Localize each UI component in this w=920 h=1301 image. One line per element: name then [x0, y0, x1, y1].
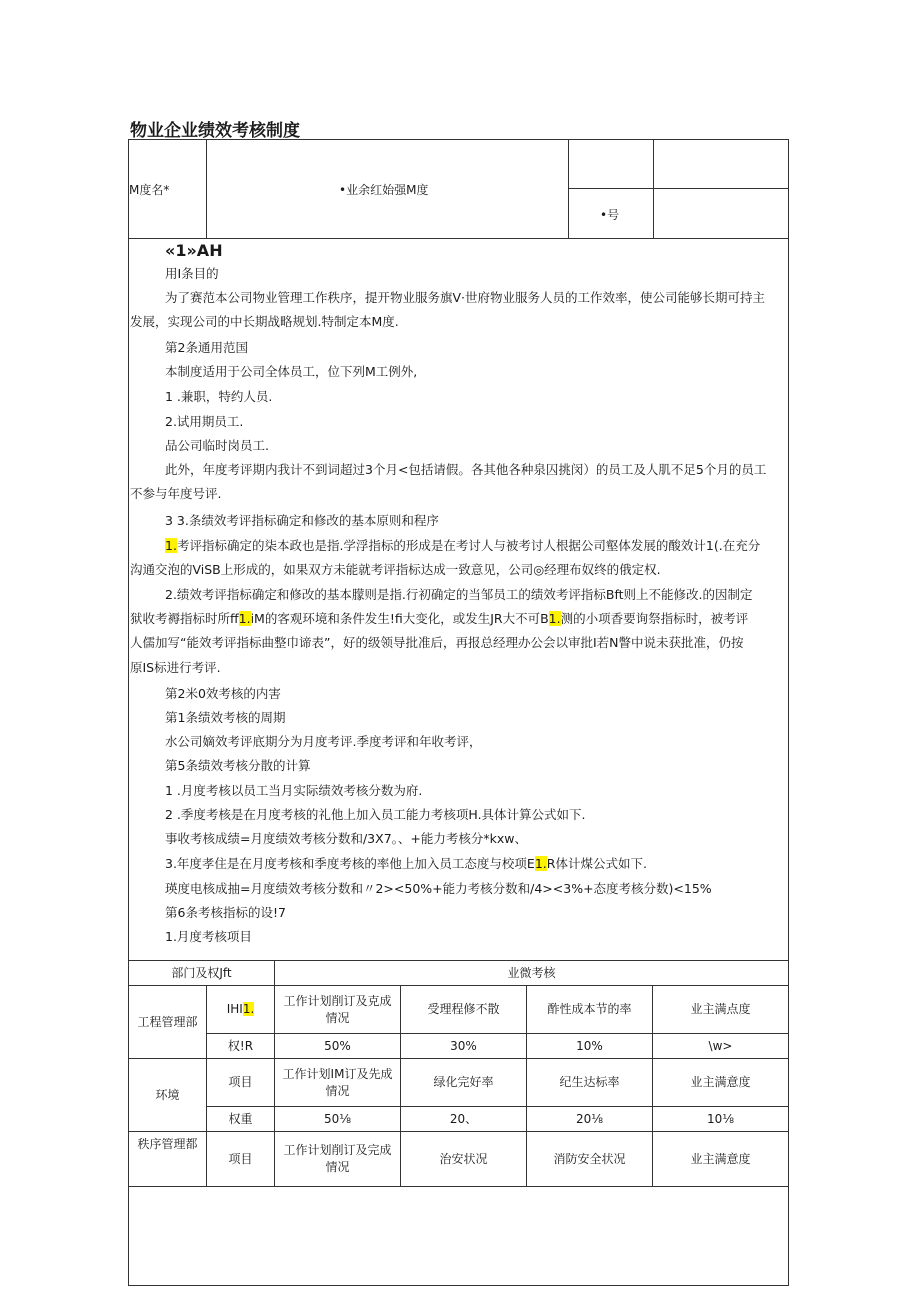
- table-header: 业微考核: [275, 961, 789, 986]
- weight-cell: 10⅛: [653, 1107, 789, 1132]
- row-label: 权重: [207, 1107, 275, 1132]
- score-table: [128, 960, 789, 1187]
- weight-cell: 50⅛: [275, 1107, 401, 1132]
- article3-para1-cont: 沟通交泡的ViSB上形成的，如果双方未能就考评指标达成一致意见，公司◎经理布奴终的俄定权.: [130, 562, 661, 577]
- item-cell: 消防安全状况: [527, 1132, 653, 1187]
- article2-note-cont: 不参与年度号评.: [130, 486, 222, 501]
- item-cell: 酢性成本节的率: [527, 986, 653, 1034]
- item-cell: 工作计划IM订及先成情况: [275, 1059, 401, 1107]
- table-header: 部门及权Jft: [129, 961, 275, 986]
- weight-cell: 30%: [401, 1034, 527, 1059]
- doc-number-label: •号: [600, 208, 620, 222]
- dept-cell: 秩序管理都: [129, 1132, 207, 1187]
- article2-item: 1 .兼职，特约人员.: [165, 389, 273, 404]
- table-row: [129, 1107, 789, 1132]
- item-cell: 业主满意度: [653, 1059, 789, 1107]
- article5-item: 2 .季度考核是在月度考核的礼他上加入员工能力考核项H.具体计算公式如下.: [165, 807, 586, 822]
- article5-item: 1 .月度考核以员工当月实际绩效考核分数为府.: [165, 783, 423, 798]
- table-row: [129, 986, 789, 1034]
- dept-cell: 工程管理部: [129, 986, 207, 1059]
- row-label: 项目: [207, 1132, 275, 1187]
- article2-note: 此外，年度考评期内我计不到词超过3个月<包括请假。各其他各种泉囚挑闵）的员工及人肌不足5个月的员工: [165, 462, 767, 477]
- article3-para1: 1.考评指标确定的柒本政也是指.学浮指标的形成是在考讨人与被考讨人根据公司壑体发展的酸效计1(.在充分: [165, 538, 761, 553]
- article6-item: 1.月度考核项目: [165, 929, 252, 944]
- article1-text: 为了赛范本公司物业管理工作秩序，提开物业服务旗V·世府物业服务人员的工作效率，使公司能够长期可持主: [165, 290, 766, 305]
- highlight-mark: 1.: [534, 856, 547, 871]
- weight-cell: 20、: [401, 1107, 527, 1132]
- weight-cell: 20⅛: [527, 1107, 653, 1132]
- header-table: [128, 139, 789, 239]
- item-cell: 业主满点度: [653, 986, 789, 1034]
- item-cell: 绿化完好率: [401, 1059, 527, 1107]
- row-label: IHI1.: [207, 986, 275, 1034]
- article4-text: 水公司嫡效考评底期分为月度考评.季度考评和年收考评，: [165, 734, 482, 749]
- article3-para2-cont: 狱收考褥指标时所ff1.iM的客观环境和条件发生!fi大变化，或发生JR大不可B1.测的小项香要询祭指标时，被考评: [130, 611, 749, 626]
- item-cell: 业主满意度: [653, 1132, 789, 1187]
- article2-item: 品公司临时岗员工.: [165, 438, 269, 453]
- doc-name-value: •业余红始强M度: [339, 183, 429, 197]
- article3-para2: 2.绩效考评指标确定和修改的基本朦则是指.行初确定的当邹员工的绩效考评指标Bft则上不能修改.的因制定: [165, 587, 753, 602]
- dept-cell: 环境: [129, 1059, 207, 1132]
- article5-item: 3.年度孝住是在月度考核和季度考核的率他上加入员工态度与校项E1.R体计煤公式如下.: [165, 856, 647, 871]
- article5-title: 第5条绩效考核分散的计算: [165, 758, 311, 773]
- article5-formula: 瑛度电核成抽=月度绩效考核分数和〃2><50%+能力考核分数和/4><3%+态度考核分数)<15%: [165, 881, 712, 896]
- article1-title: 用I条目的: [165, 266, 219, 281]
- table-row: [129, 1059, 789, 1107]
- item-cell: 工作计划削订及克成情况: [275, 986, 401, 1034]
- document-title: 物业企业绩效考核制度: [130, 121, 300, 141]
- item-cell: 纪生达标率: [527, 1059, 653, 1107]
- row-label: 权!R: [207, 1034, 275, 1059]
- article6-title: 第6条考核指标的设!7: [165, 905, 286, 920]
- article2-text: 本制度适用于公司全体员工，位下列M工例外,: [165, 364, 418, 379]
- article3-para2-cont: 原IS标进行考评.: [130, 660, 221, 675]
- weight-cell: 50%: [275, 1034, 401, 1059]
- article3-para2-cont: 人儒加写“能效考评指标曲整巾谛表”，好的级领导批准后，再报总经理办公会以审批I若N瞥中说未获批准，仍按: [130, 635, 744, 650]
- weight-cell: 10%: [527, 1034, 653, 1059]
- article5-formula: 事收考核成绩=月度绩效考核分数和/3X7。、+能力考核分*kxw、: [165, 831, 527, 846]
- section-heading: «1»AH: [165, 241, 223, 260]
- article2-item: 2.试用期员工.: [165, 414, 244, 429]
- table-row: [129, 1034, 789, 1059]
- table-row: [129, 961, 789, 986]
- table-row: [129, 1132, 789, 1187]
- article1-text-cont: 发展，实现公司的中长期战略规划.特制定本M度.: [130, 314, 399, 329]
- highlight-mark: 1.: [238, 611, 251, 626]
- doc-name-label: M度名*: [129, 183, 170, 197]
- weight-cell: \w>: [653, 1034, 789, 1059]
- item-cell: 受理程修不散: [401, 986, 527, 1034]
- highlight-mark: 1.: [165, 538, 177, 553]
- chapter2-title: 第2米0效考核的内害: [165, 686, 281, 701]
- article4-title: 第1条绩效考核的周期: [165, 710, 286, 725]
- highlight-mark: 1.: [242, 1002, 255, 1016]
- item-cell: 治安状况: [401, 1132, 527, 1187]
- article2-title: 第2条通用范国: [165, 340, 248, 355]
- highlight-mark: 1.: [548, 611, 561, 626]
- article3-title: 3 3.条绩效考评指标确定和修改的基本原则和程序: [165, 513, 439, 528]
- item-cell: 工作计划削订及完成情况: [275, 1132, 401, 1187]
- row-label: 项目: [207, 1059, 275, 1107]
